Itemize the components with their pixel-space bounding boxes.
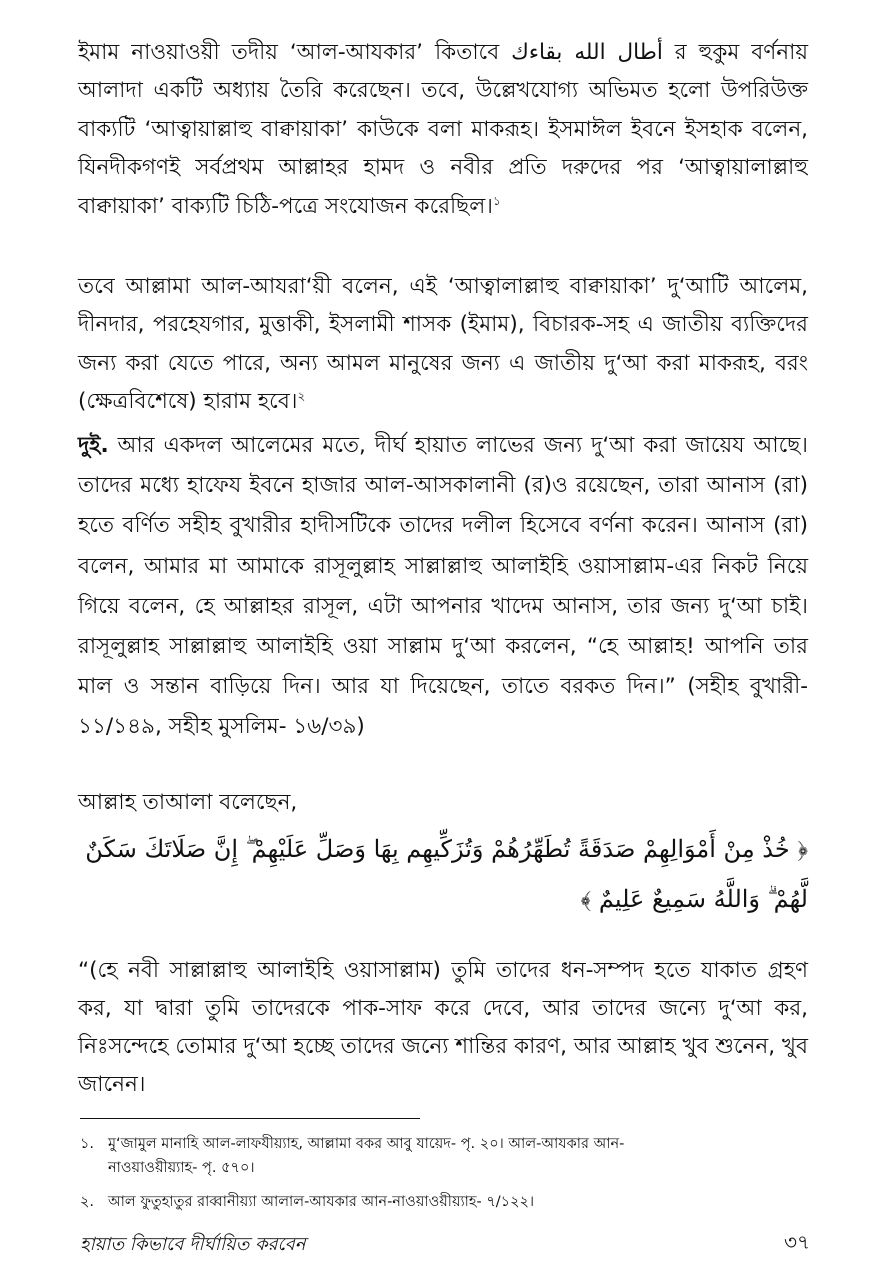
footnote-ref-1[interactable]: ১ xyxy=(492,193,501,208)
footnote-1-line-1: মু‘জামুল মানাহি আল-লাফযীয়্যাহ, আল্লামা বকর আবু যায়েদ- পৃ. ২০। আল-আযকার আন- xyxy=(108,1136,625,1152)
footnote-1-line-2: নাওয়াওয়ীয়্যাহ- পৃ. ৫৭০। xyxy=(108,1160,255,1176)
page-number: ৩৭ xyxy=(783,1230,810,1254)
footnote-2-number: ২. xyxy=(80,1194,95,1210)
footnote-ref-2[interactable]: ২ xyxy=(297,389,306,404)
footnote-2-line-1: আল ফুতুহাতুর রাব্বানীয়্যা আলাল-আযকার আন-নাওয়াওয়ীয়্যাহ- ৭/১২২। xyxy=(108,1194,535,1210)
footnote-1 xyxy=(80,1132,810,1180)
paragraph-3-text: আর একদল আলেমের মতে, দীর্ঘ হায়াত লাভের জন্য দু‘আ করা জায়েয আছে। তাদের মধ্যে হাফেয ইবনে হাজার আল-আসকালানী (র)ও রয়েছেন, তারা আনাস (রা) হতে বর্ণিত সহীহ বুখারীর হাদীসটিকে তাদের দলীল হিসেবে বর্ণনা করেন। আনাস (রা) বলেন, আমার মা আমাকে রাসূলুল্লাহ সাল্লাল্লাহু আলাইহি ওয়াসাল্লাম-এর নিকট নিয়ে গিয়ে বলেন, হে আল্লাহর রাসূল, এটা আপনার খাদেম আনাস, তার জন্য দু‘আ চাই। রাসূলুল্লাহ সাল্লাল্লাহু আলাইহি ওয়া সাল্লাম দু‘আ করলেন, “হে আল্লাহ! আপনি তার মাল ও সন্তান বাড়িয়ে দিন। আর যা দিয়েছেন, তাতে বরকত দিন।” (সহীহ বুখারী- ১১/১৪৯, সহীহ মুসলিম- ১৬/৩৯) xyxy=(78,433,808,740)
section-marker: দুই. xyxy=(78,433,109,458)
footnote-divider xyxy=(80,1118,420,1119)
paragraph-3 xyxy=(78,426,808,748)
quran-verse-line-2: لَّهُمْ ۗ وَاللَّهُ سَمِيعٌ عَلِيمٌ ﴾ xyxy=(580,885,808,913)
paragraph-4 xyxy=(78,784,808,822)
quran-verse-line-1: ﴿ خُذْ مِنْ أَمْوَالِهِمْ صَدَقَةً تُطَهِّرُهُمْ وَتُزَكِّيهِم بِهَا وَصَلِّ عَلَيْهِمْ ۖ إِنَّ صَلَاتَكَ سَكَنٌ xyxy=(85,835,808,863)
paragraph-5-text: “(হে নবী সাল্লাল্লাহু আলাইহি ওয়াসাল্লাম) তুমি তাদের ধন-সম্পদ হতে যাকাত গ্রহণ কর, যা দ্বারা তুমি তাদেরকে পাক-সাফ করে দেবে, আর তাদের জন্যে দু‘আ কর, নিঃসন্দেহে তোমার দু‘আ হচ্ছে তাদের জন্যে শান্তির কারণ, আর আল্লাহ খুব শুনেন, খুব জানেন। xyxy=(78,958,808,1097)
paragraph-2-text: তবে আল্লামা আল-আযরা‘য়ী বলেন, এই ‘আত্বালাল্লাহু বাক্বায়াকা’ দু‘আটি আলেম, দীনদার, পরহেযগার, মুত্তাকী, ইসলামী শাসক (ইমাম), বিচারক-সহ এ জাতীয় ব্যক্তিদের জন্য করা যেতে পারে, অন্য আমল মানুষের জন্য এ জাতীয় দু‘আ করা মাকরূহ, বরং (ক্ষেত্রবিশেষে) হারাম হবে। xyxy=(78,274,808,415)
book-title-footer: হায়াত কিভাবে দীর্ঘায়িত করবেন xyxy=(80,1234,306,1255)
footnote-2 xyxy=(80,1190,810,1214)
paragraph-1-text: ইমাম নাওয়াওয়ী তদীয় ‘আল-আযকার’ কিতাবে أطال الله بقاءك র হুকুম বর্ণনায় আলাদা একটি অধ্যায় তৈরি করেছেন। তবে, উল্লেখযোগ্য অভিমত হলো উপরিউক্ত বাক্যটি ‘আত্বায়াল্লাহু বাক্বায়াকা’ কাউকে বলা মাকরূহ। ইসমাঈল ইবনে ইসহাক বলেন, যিনদীকগণই সর্বপ্রথম আল্লাহর হামদ ও নবীর প্রতি দরুদের পর ‘আত্বায়ালাল্লাহু বাক্বায়াকা’ বাক্যটি চিঠি-পত্রে সংযোজন করেছিল। xyxy=(78,40,808,219)
paragraph-5 xyxy=(78,952,808,1104)
paragraph-2 xyxy=(78,268,808,422)
paragraph-1 xyxy=(78,34,808,226)
paragraph-4-text: আল্লাহ তাআলা বলেছেন, xyxy=(78,790,298,815)
footnote-1-number: ১. xyxy=(80,1136,95,1152)
